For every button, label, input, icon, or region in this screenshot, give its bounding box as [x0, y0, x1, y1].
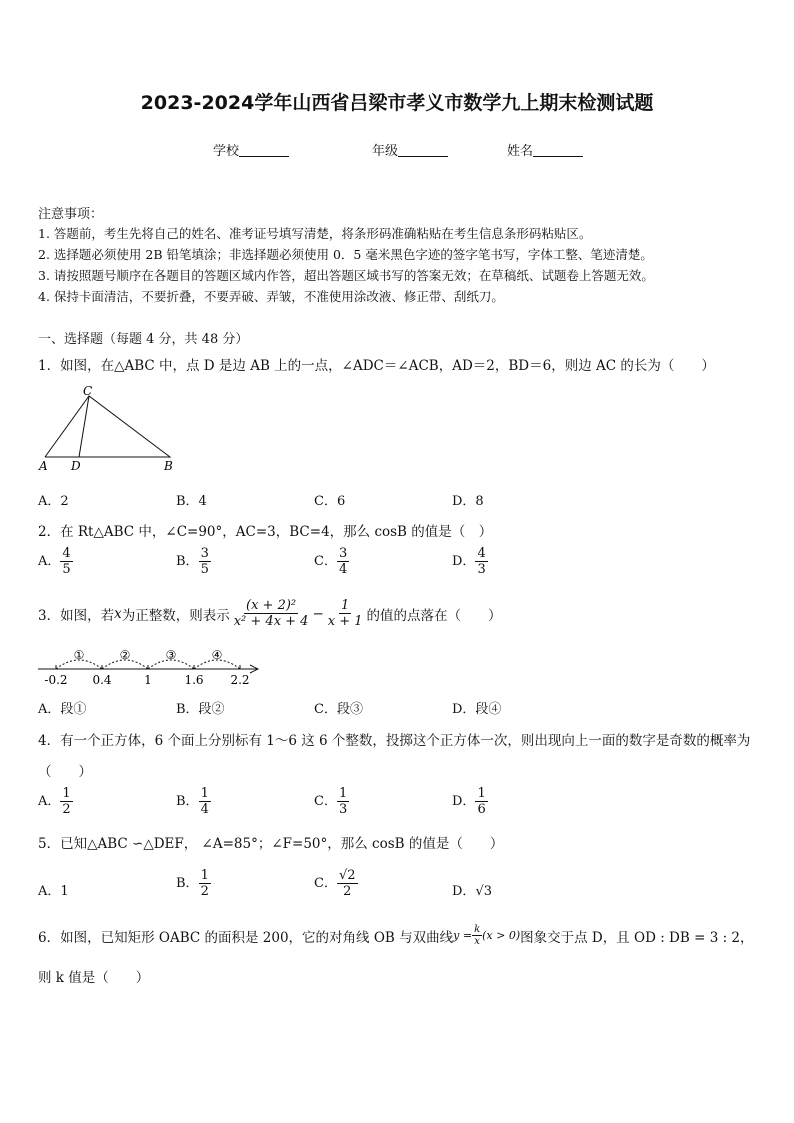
denominator: 2	[343, 884, 352, 899]
denominator: 5	[62, 562, 71, 577]
number-line-figure	[36, 644, 266, 690]
question-6-text	[38, 924, 754, 947]
option-letter: C．	[314, 794, 337, 809]
q3-option-c: C．段③	[314, 702, 363, 717]
q1-option-c: C．6	[314, 494, 346, 509]
vertex-b-label: B	[164, 459, 173, 473]
question-4-paren: （ ）	[38, 764, 92, 780]
fraction	[199, 868, 211, 899]
point-d-label: D	[71, 459, 81, 473]
denominator: 4	[200, 802, 209, 817]
option-letter: C．	[314, 876, 337, 891]
option-letter: C．	[314, 554, 337, 569]
denominator: 3	[338, 802, 348, 817]
vertex-a-label: A	[39, 459, 48, 473]
segment-label: ④	[211, 648, 223, 662]
segment-label: ③	[165, 648, 177, 662]
q3-fraction-2	[326, 598, 365, 629]
option-letter: D．	[452, 884, 476, 899]
numerator: 3	[338, 546, 348, 561]
name-blank	[533, 142, 583, 157]
q6-pre-text: 6．如图，已知矩形 OABC 的面积是 200，它的对角线 OB 与双曲线	[38, 929, 454, 946]
tick-label: 0.4	[92, 673, 112, 687]
tick-label: -0.2	[44, 673, 68, 687]
sqrt-value: √3	[475, 884, 492, 899]
numerator: 1	[341, 598, 350, 613]
numerator: 1	[62, 786, 71, 801]
option-letter: A．	[38, 794, 61, 809]
school-label: 学校	[213, 144, 240, 159]
denominator: 3	[477, 562, 486, 577]
segment-cd	[79, 396, 89, 457]
grade-blank	[398, 142, 448, 157]
option-letter: A．	[38, 554, 61, 569]
question-5-text: 5．已知△ABC ∽△DEF， ∠A=85°；∠F=50°，那么 cosB 的值是（ ）	[38, 836, 504, 852]
q3-mid-text: 为正整数，则表示	[121, 607, 230, 624]
fraction	[199, 546, 211, 577]
fraction	[475, 786, 487, 817]
denominator: x	[474, 936, 480, 947]
q1-option-d: D．8	[452, 494, 484, 509]
q5-option-a: A．1	[38, 884, 69, 899]
question-2-text: 2．在 Rt△ABC 中，∠C=90°，AC=3，BC=4，那么 cosB 的值是（ ）	[38, 524, 493, 540]
fraction	[337, 868, 358, 899]
option-letter: B．	[176, 794, 199, 809]
q3-option-a: A．段①	[38, 702, 87, 717]
q4-option-d	[452, 786, 488, 817]
q4-option-b	[176, 786, 211, 817]
note-item: 3. 请按照题号顺序在各题目的答题区域内作答，超出答题区域书写的答案无效；在草稿纸、试题卷上答题无效。	[38, 268, 654, 283]
q5-option-c	[314, 868, 358, 899]
q3-post-text: 的值的点落在（ ）	[366, 607, 502, 624]
fraction	[199, 786, 211, 817]
segment-label: ①	[73, 648, 85, 662]
question-6-line2: 则 k 值是（ ）	[38, 970, 150, 986]
option-letter: B．	[176, 554, 199, 569]
q2-option-c	[314, 546, 349, 577]
note-item: 2. 选择题必须使用 2B 铅笔填涂；非选择题必须使用 0．5 毫米黑色字迹的签字笔书写，字体工整、笔迹清楚。	[38, 247, 653, 262]
numerator: 1	[338, 786, 348, 801]
name-label: 姓名	[507, 144, 534, 159]
question-1-text: 1．如图，在△ABC 中，点 D 是边 AB 上的一点，∠ADC＝∠ACB，AD＝2，BD＝6，则边 AC 的长为（ ）	[38, 358, 715, 374]
fraction	[60, 546, 72, 577]
section-heading: 一、选择题（每题 4 分，共 48 分）	[38, 332, 249, 347]
school-field	[213, 140, 289, 159]
fraction	[475, 546, 487, 577]
q4-option-a	[38, 786, 73, 817]
denominator: 4	[338, 562, 348, 577]
tick-label: 1	[144, 673, 152, 687]
question-3-text	[38, 598, 502, 629]
numerator: √2	[338, 868, 356, 883]
triangle-abc	[45, 396, 170, 457]
numerator: 3	[200, 546, 209, 561]
school-blank	[239, 142, 289, 157]
q2-option-b	[176, 546, 211, 577]
vertex-c-label: C	[83, 384, 93, 398]
denominator: 6	[477, 802, 486, 817]
numerator: (x + 2)²	[246, 598, 297, 613]
denominator: 5	[200, 562, 209, 577]
segment-label: ②	[119, 648, 131, 662]
fraction	[60, 786, 72, 817]
q1-option-b: B．4	[176, 494, 207, 509]
q6-y: y =	[453, 929, 473, 942]
q3-variable: x	[114, 605, 122, 622]
fraction	[337, 546, 349, 577]
q3-fraction-1	[232, 598, 311, 629]
numerator: 1	[200, 868, 209, 883]
q2-option-d	[452, 546, 488, 577]
q1-option-a: A．2	[38, 494, 69, 509]
grade-field	[372, 140, 448, 159]
denominator: 2	[62, 802, 71, 817]
note-item: 4. 保持卡面清洁，不要折叠，不要弄破、弄皱，不准使用涂改液、修正带、刮纸刀。	[38, 289, 504, 304]
notes-heading: 注意事项：	[38, 207, 104, 222]
name-field	[507, 140, 583, 159]
denominator: x + 1	[327, 614, 363, 629]
triangle-figure	[36, 382, 186, 474]
numerator: 4	[477, 546, 486, 561]
question-4-text: 4．有一个正方体，6 个面上分别标有 1～6 这 6 个整数，投掷这个正方体一次，则出现向上一面的数字是奇数的概率为	[38, 733, 751, 749]
numerator: 4	[62, 546, 71, 561]
minus-sign: −	[312, 605, 324, 622]
note-item: 1. 答题前，考生先将自己的姓名、准考证号填写清楚，将条形码准确粘贴在考生信息条形码粘贴区。	[38, 226, 592, 241]
q6-fraction	[472, 924, 482, 947]
q5-option-b	[176, 868, 211, 899]
q6-post-text: 图象交于点 D，且 OD : DB = 3 : 2，	[520, 929, 754, 946]
numerator: 1	[477, 786, 486, 801]
q3-pre-text: 3．如图，若	[38, 607, 115, 624]
denominator: x² + 4x + 4	[233, 614, 309, 629]
option-letter: D．	[452, 794, 476, 809]
option-letter: B．	[176, 876, 199, 891]
page-title: 2023-2024学年山西省吕梁市孝义市数学九上期末检测试题	[140, 92, 654, 114]
option-letter: D．	[452, 554, 476, 569]
fraction	[337, 786, 349, 817]
grade-label: 年级	[372, 144, 399, 159]
numerator: k	[474, 924, 481, 935]
q2-option-a	[38, 546, 73, 577]
tick-label: 1.6	[184, 673, 204, 687]
numerator: 1	[200, 786, 209, 801]
q3-option-b: B．段②	[176, 702, 225, 717]
q4-option-c	[314, 786, 349, 817]
tick-label: 2.2	[230, 673, 250, 687]
q5-option-d	[452, 880, 492, 899]
denominator: 2	[200, 884, 209, 899]
q6-condition: (x > 0)	[482, 929, 521, 942]
q3-option-d: D．段④	[452, 702, 502, 717]
